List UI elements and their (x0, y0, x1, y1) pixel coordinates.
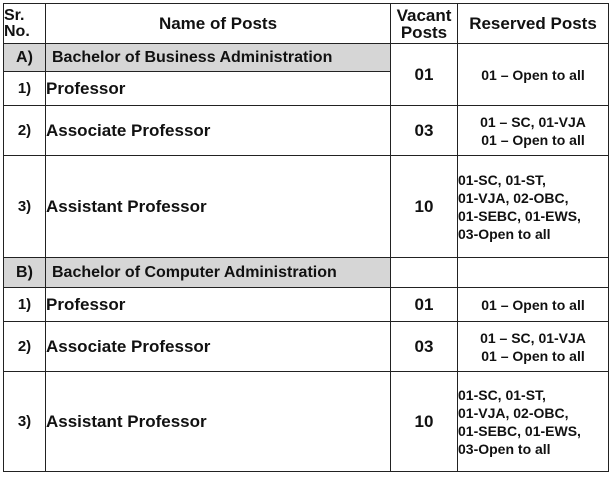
post-name: Assistant Professor (46, 156, 391, 258)
header-sr-no: Sr. No. (4, 4, 46, 44)
row-number: 3) (4, 156, 46, 258)
section-title: Bachelor of Business Administration (46, 44, 391, 72)
vacant-cell: 10 (391, 156, 458, 258)
posts-table (3, 3, 609, 472)
post-name: Professor (46, 288, 391, 322)
row-number: 2) (4, 106, 46, 156)
post-name: Assistant Professor (46, 372, 391, 472)
row-number: 1) (4, 72, 46, 106)
empty-cell (391, 258, 458, 288)
header-vacant-posts: Vacant Posts (391, 4, 458, 44)
header-name-of-posts: Name of Posts (46, 4, 391, 44)
reserved-cell: 01 – SC, 01-VJA 01 – Open to all (458, 106, 609, 156)
table-row (4, 106, 609, 156)
header-reserved-posts: Reserved Posts (458, 4, 609, 44)
post-name: Associate Professor (46, 322, 391, 372)
post-name: Professor (46, 72, 391, 106)
reserved-cell: 01 – SC, 01-VJA 01 – Open to all (458, 322, 609, 372)
vacant-cell: 03 (391, 106, 458, 156)
header-row (4, 4, 609, 44)
table-row (4, 372, 609, 472)
table-row (4, 288, 609, 322)
vacant-cell: 01 (391, 44, 458, 106)
section-letter: B) (4, 258, 46, 288)
reserved-cell: 01 – Open to all (458, 288, 609, 322)
reserved-cell: 01-SC, 01-ST, 01-VJA, 02-OBC, 01-SEBC, 01-EWS, 03-Open to all (458, 156, 609, 258)
vacant-cell: 10 (391, 372, 458, 472)
reserved-cell: 01 – Open to all (458, 44, 609, 106)
table-row (4, 322, 609, 372)
post-name: Associate Professor (46, 106, 391, 156)
empty-cell (458, 258, 609, 288)
table-row (4, 156, 609, 258)
section-letter: A) (4, 44, 46, 72)
row-number: 3) (4, 372, 46, 472)
vacant-cell: 01 (391, 288, 458, 322)
reserved-cell: 01-SC, 01-ST, 01-VJA, 02-OBC, 01-SEBC, 01-EWS, 03-Open to all (458, 372, 609, 472)
vacant-cell: 03 (391, 322, 458, 372)
section-title: Bachelor of Computer Administration (46, 258, 391, 288)
section-row-b (4, 258, 609, 288)
row-number: 2) (4, 322, 46, 372)
section-row-a (4, 44, 609, 72)
row-number: 1) (4, 288, 46, 322)
